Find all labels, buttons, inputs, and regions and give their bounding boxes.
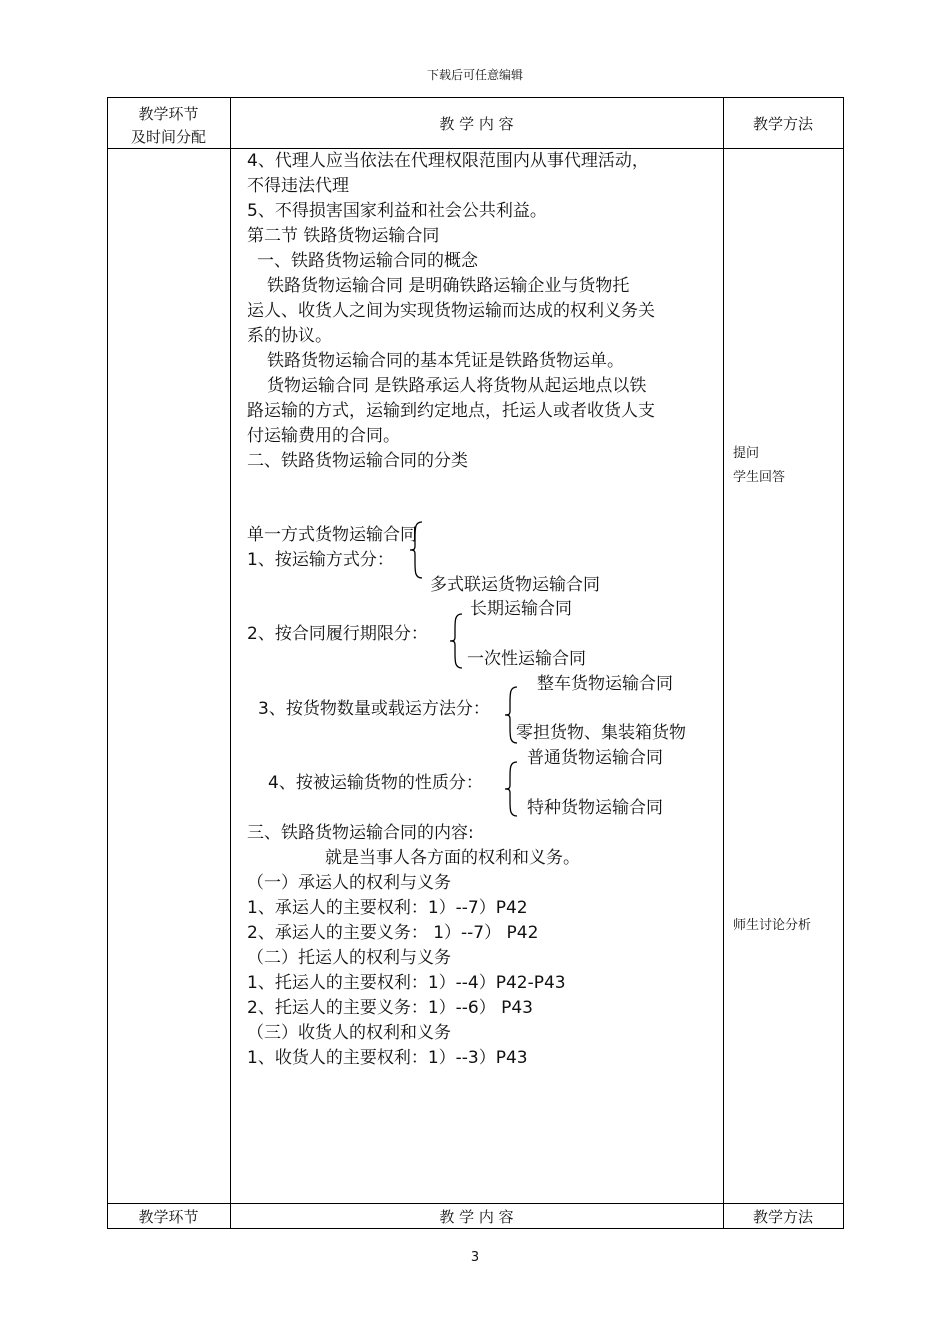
table-border-left bbox=[107, 97, 108, 1229]
table-border-right bbox=[843, 97, 844, 1229]
shipper-subheading: （二）托运人的权利与义务 bbox=[247, 948, 451, 968]
shipper-rights: 1、托运人的主要权利：1）--4）P42-P43 bbox=[247, 973, 566, 993]
method-questioning: 提问 bbox=[733, 446, 760, 461]
classification-heading: 二、铁路货物运输合同的分类 bbox=[247, 451, 468, 471]
header-content: 教 学 内 容 bbox=[439, 115, 514, 133]
definition-2-line1: 货物运输合同 是铁路承运人将货物从起运地点以铁 bbox=[267, 376, 647, 396]
table-col-divider-2 bbox=[723, 97, 724, 1229]
basic-document-note: 铁路货物运输合同的基本凭证是铁路货物运单。 bbox=[267, 351, 624, 371]
class-2-label: 2、按合同履行期限分： bbox=[247, 624, 428, 644]
class-4-option-1: 普通货物运输合同 bbox=[527, 748, 663, 768]
consignee-subheading: （三）收货人的权利和义务 bbox=[247, 1023, 451, 1043]
agent-rule-5: 5、不得损害国家利益和社会公共利益。 bbox=[247, 201, 547, 221]
class-1-option-2: 多式联运货物运输合同 bbox=[430, 575, 600, 595]
content-heading: 三、铁路货物运输合同的内容: bbox=[247, 823, 474, 843]
method-discussion: 师生讨论分析 bbox=[733, 918, 812, 933]
footer-method: 教学方法 bbox=[752, 1208, 813, 1226]
table-col-divider-1 bbox=[230, 97, 231, 1229]
method-student-answer: 学生回答 bbox=[733, 470, 786, 485]
page-number: 3 bbox=[470, 1250, 480, 1265]
agent-rule-4-line2: 不得违法代理 bbox=[247, 176, 349, 196]
class-2-brace bbox=[448, 612, 464, 670]
carrier-subheading: （一）承运人的权利与义务 bbox=[247, 873, 451, 893]
definition-2-line2: 路运输的方式，运输到约定地点，托运人或者收货人支 bbox=[247, 401, 655, 421]
table-border-bottom bbox=[107, 1228, 844, 1229]
class-1-brace bbox=[408, 520, 424, 580]
definition-2-line3: 付运输费用的合同。 bbox=[247, 426, 400, 446]
section-2-title: 第二节 铁路货物运输合同 bbox=[247, 226, 440, 246]
carrier-obligations: 2、承运人的主要义务： 1）--7） P42 bbox=[247, 923, 539, 943]
class-4-option-2: 特种货物运输合同 bbox=[527, 798, 663, 818]
table-footer-divider bbox=[107, 1203, 844, 1204]
class-3-option-2: 零担货物、集装箱货物 bbox=[516, 723, 686, 743]
agent-rule-4-line1: 4、代理人应当依法在代理权限范围内从事代理活动， bbox=[247, 151, 649, 171]
class-4-label: 4、按被运输货物的性质分： bbox=[268, 773, 483, 793]
header-stage-line2: 及时间分配 bbox=[130, 128, 206, 146]
consignee-rights: 1、收货人的主要权利：1）--3）P43 bbox=[247, 1048, 528, 1068]
footer-content: 教 学 内 容 bbox=[439, 1208, 514, 1226]
footer-stage: 教学环节 bbox=[138, 1208, 199, 1226]
class-4-brace bbox=[503, 760, 519, 818]
class-1-label: 1、按运输方式分： bbox=[247, 550, 394, 570]
header-method: 教学方法 bbox=[752, 115, 813, 133]
content-description: 就是当事人各方面的权利和义务。 bbox=[325, 848, 580, 868]
shipper-obligations: 2、托运人的主要义务：1）--6） P43 bbox=[247, 998, 534, 1018]
header-note: 下载后可任意编辑 bbox=[426, 68, 523, 82]
carrier-rights: 1、承运人的主要权利：1）--7）P42 bbox=[247, 898, 528, 918]
class-1-option-1: 单一方式货物运输合同 bbox=[247, 525, 417, 545]
class-2-option-2: 一次性运输合同 bbox=[467, 649, 586, 669]
class-2-option-1: 长期运输合同 bbox=[470, 599, 572, 619]
header-stage-line1: 教学环节 bbox=[138, 105, 199, 123]
class-3-option-1: 整车货物运输合同 bbox=[537, 674, 673, 694]
concept-heading: 一、铁路货物运输合同的概念 bbox=[257, 251, 478, 271]
definition-1-line1: 铁路货物运输合同 是明确铁路运输企业与货物托 bbox=[267, 276, 630, 296]
definition-1-line3: 系的协议。 bbox=[247, 326, 332, 346]
table-border-top bbox=[107, 97, 844, 98]
class-3-label: 3、按货物数量或载运方法分： bbox=[258, 699, 490, 719]
table-header-divider bbox=[107, 148, 844, 149]
definition-1-line2: 运人、收货人之间为实现货物运输而达成的权利义务关 bbox=[247, 301, 655, 321]
